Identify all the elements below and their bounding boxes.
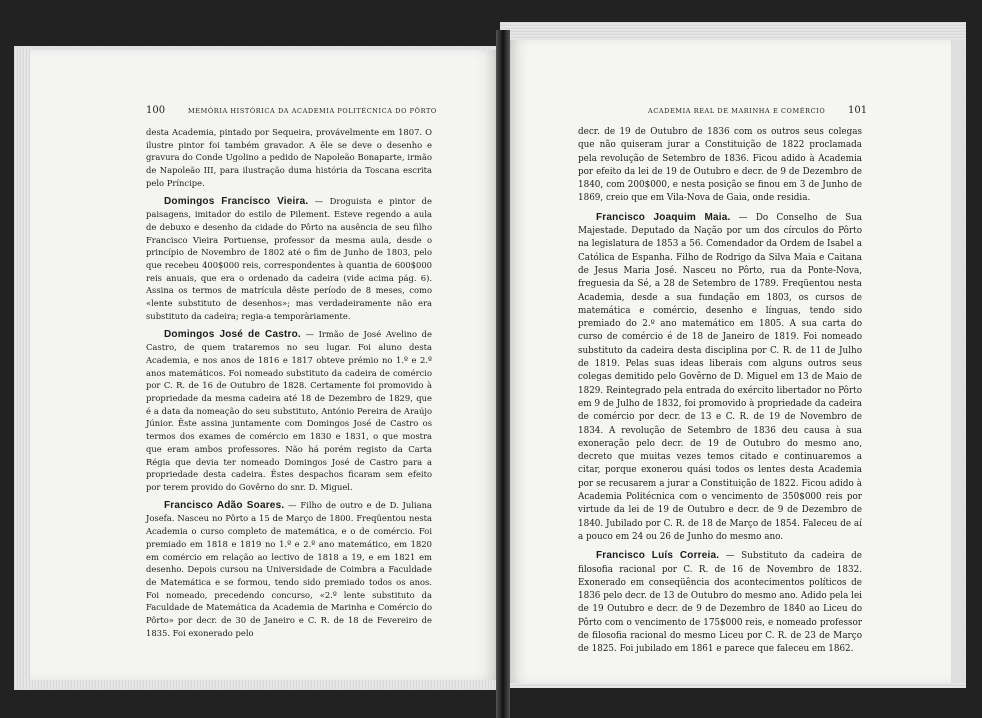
- left-entry-3: Francisco Adão Soares. — Filho de outro e de D. Juliana Josefa. Nasceu no Pôrto a 15 de Março de 1800. Freqüentou nesta Academia o curso completo de matemática, e o de comércio. Foi premiado em 1818 e 1819 no 1.º e 2.º ano matemático, em 1820 em comércio em relação ao lectivo de 1818 a 19, e em 1821 em desenho. Depois cursou na Universidade de Coimbra a Faculdade de Matemática e se formou, tendo sido premiado todos os anos. Foi nomeado, precedendo concurso, «2.º lente substituto da Faculdade de Matemática da Academia de Marinha e Comércio do Pôrto» por decr. de 30 de Janeiro e C. R. de 18 de Fevereiro de 1835. Foi exonerado pelo: [146, 499, 432, 638]
- right-running-head: ACADEMIA REAL DE MARINHA E COMÉRCIO: [648, 107, 826, 115]
- left-page-number: 100: [146, 105, 166, 116]
- left-entry-2: Domingos José de Castro. — Irmão de José Avelino de Castro, de quem trataremos no seu lugar. Foi aluno desta Academia, e nos anos de 1816 e 1817 obteve prémio no 1.º e 2.º anos matemáticos. Foi nomeado substituto da cadeira de comércio por C. R. de 16 de Outubro de 1828. Certamente foi promovido à propriedade da mesma cadeira até 18 de Dezembro de 1829, que é a data da nomeação do seu substituto, António Pereira de Araújo Júnior. Êste assina juntamente com Domingos José de Castro os termos dos exames de comércio em 1830 e 1831, o que mostra que eram ambos professores. Não há porém registo da Carta Régia que devia ter nomeado Domingos José de Castro para a propriedade desta cadeira. Êstes despachos ficaram sem efeito por terem provido do Govêrno do snr. D. Miguel.: [146, 328, 432, 492]
- left-entry-1: Domingos Francisco Vieira. — Droguista e pintor de paisagens, imitador do estilo de Pilement. Esteve regendo a aula de debuxo e desenho da cidade do Pôrto na ausência de seu filho Francisco Vieira Portuense, professor da mesma aula, desde o princípio de Novembro de 1802 até o fim de Junho de 1803, pelo que recebeu 400$000 reis, correspondentes à quantia de 600$000 reis anuais, que era o ordenado da cadeira (vide acima pág. 6). Assina os termos de matrícula dêste período de 8 meses, como «lente substituto de desenhos»; mas verdadeiramente não era substituto da cadeira; regia-a temporàriamente.: [146, 195, 432, 321]
- right-fore-edge: [951, 40, 965, 683]
- right-entry-0: decr. de 19 de Outubro de 1836 com os outros seus colegas que não quiseram jurar a Constituição de 1822 proclamada pela revolução de Setembro de 1836. Ficou adido à Academia por efeito da lei de 19 de Outubro e decr. de 9 de Dezembro de 1840, com 200$000, e nesta posição se finou em 3 de Junho de 1869, creio que em Vila-Nova de Gaia, onde residia.: [578, 127, 862, 204]
- right-page-number: 101: [848, 105, 868, 116]
- right-entry-2: Francisco Luís Correia. — Substituto da cadeira de filosofia racional por C. R. de 16 de Novembro de 1832. Exonerado em conseqüência dos acontecimentos políticos de 1836 pelo decr. de 13 de Outubro do mesmo ano. Adido pela lei de 19 Outubro e decr. de 9 de Dezembro de 1840 ao Liceu do Pôrto com o vencimento de 175$000 reis, e nomeado professor de filosofia racional do mesmo Liceu por C. R. de 23 de Março de 1825. Foi jubilado em 1861 e parece que faleceu em 1862.: [578, 550, 863, 655]
- entry-heading: Francisco Adão Soares.: [164, 499, 285, 511]
- entry-heading: Francisco Luís Correia.: [596, 550, 720, 562]
- right-entry-1: Francisco Joaquim Maia. — Do Conselho de Sua Majestade. Deputado da Nação por um dos círculos do Pôrto na legislatura de 1853 a 56. Comendador da Ordem de Isabel a Católica de Espanha. Filho de Rodrigo da Silva Maia e Caitana de Jesus Maria José. Nasceu no Pôrto, rua da Ponte-Nova, freguesia da Sé, a 28 de Setembro de 1789. Freqüentou nesta Academia, desde a sua fundação em 1803, os cursos de matemática e comércio, desenho e línguas, tendo sido premiado do 2.º ano matemático em 1805. A sua carta do curso de comércio é de 18 de Janeiro de 1819. Foi nomeado substituto da cadeira desta disciplina por C. R. de 11 de Julho de 1819. Pelas suas ideas liberais com alguns outros seus colegas demitido pelo Govêrno de D. Miguel em 13 de Maio de 1829. Reintegrado pela entrada do exército libertador no Pôrto em 9 de Julho de 1832, foi promovido à propriedade da cadeira de comércio por decr. de 13 e C. R. de 19 de Novembro de 1834. A revolução de Setembro de 1836 deu causa à sua exoneração pelo decr. de 19 de Outubro do mesmo ano, decreto que muitas vezes temos citado e continuaremos a citar, porque exonerou quási todos os lentes desta Academia por se recusarem a jurar a Constituição de 1822. Ficou adido à Academia Politécnica com o vencimento de 350$000 reis por virtude da lei de 19 de Outubro e decr. de 9 de Dezembro de 1840. Jubilado por C. R. de 18 de Março de 1854. Faleceu de aí a pouco em 24 ou 26 de Junho do mesmo ano.: [578, 211, 863, 542]
- book-gutter: [496, 30, 510, 718]
- entry-heading: Domingos Francisco Vieira.: [164, 195, 309, 207]
- left-text-block: [146, 126, 432, 644]
- entry-heading: Francisco Joaquim Maia.: [596, 211, 731, 223]
- left-running-head: MEMÓRIA HISTÓRICA DA ACADEMIA POLITÉCNICA DO PÔRTO: [188, 107, 437, 115]
- left-entry-0: desta Academia, pintado por Sequeira, provávelmente em 1807. O ilustre pintor foi também gravador. A êle se deve o desenho e gravura do Conde Ugolino a pedido de Napoleão Bonaparte, irmão de Napoleão III, para ilustração duma história da Toscana escrita pelo Príncipe.: [146, 127, 432, 188]
- entry-heading: Domingos José de Castro.: [164, 328, 301, 340]
- right-text-block: [578, 126, 862, 662]
